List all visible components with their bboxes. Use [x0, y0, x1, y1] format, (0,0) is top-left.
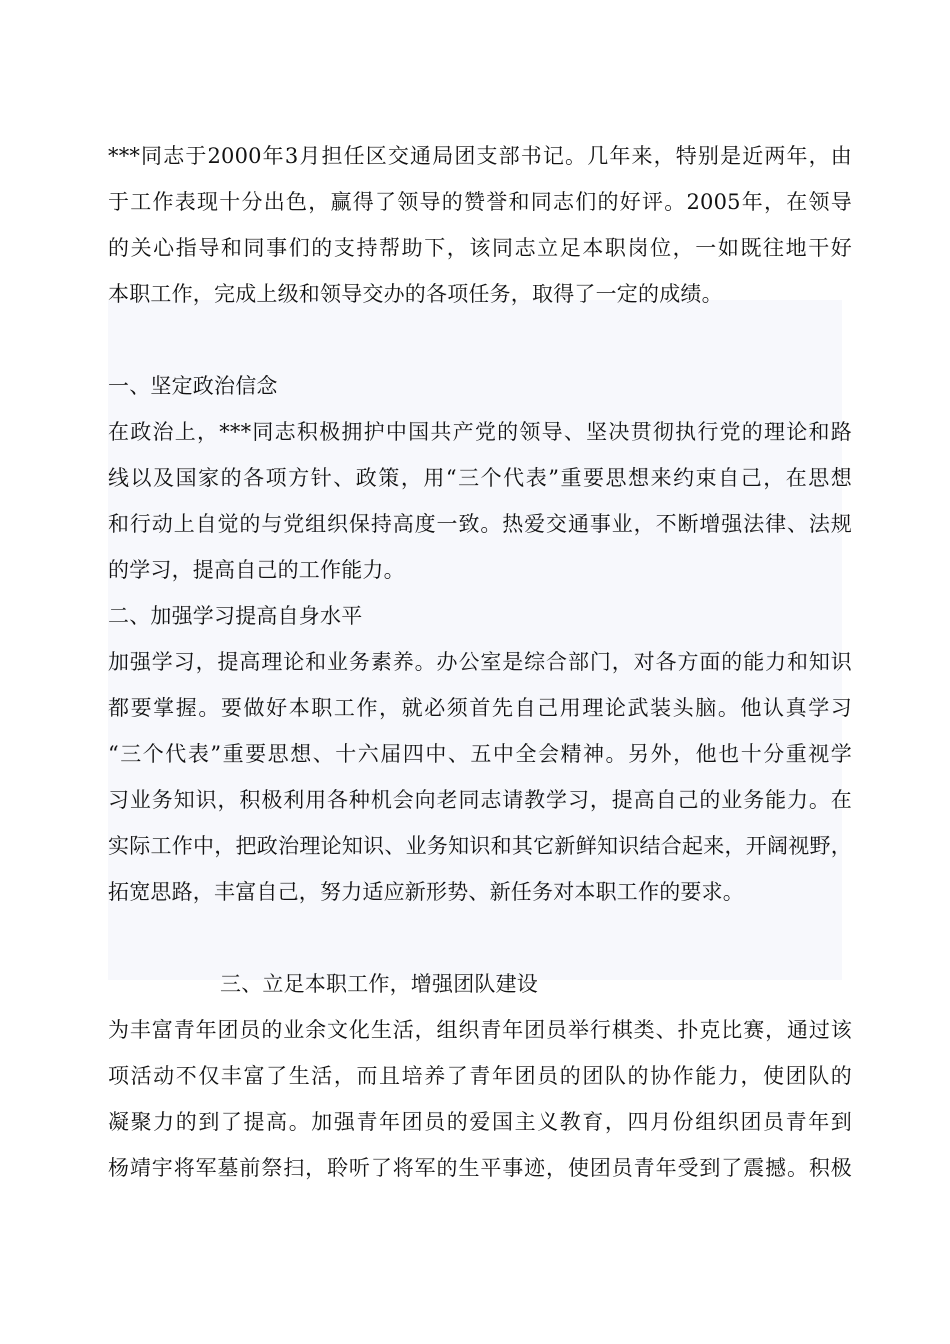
intro-line: 于工作表现十分出色，赢得了领导的赞誉和同志们的好评。2005年，在领导	[108, 190, 852, 214]
paragraph-line: 为丰富青年团员的业余文化生活，组织青年团员举行棋类、扑克比赛，通过该	[108, 1018, 852, 1042]
intro-line: 的关心指导和同事们的支持帮助下，该同志立足本职岗位，一如既往地干好	[108, 236, 852, 260]
paragraph-line: 拓宽思路，丰富自己，努力适应新形势、新任务对本职工作的要求。	[108, 880, 744, 904]
section-heading: 二、加强学习提高自身水平	[108, 604, 363, 628]
paragraph-line: 杨靖宇将军墓前祭扫，聆听了将军的生平事迹，使团员青年受到了震撼。积极	[108, 1156, 852, 1180]
paragraph-line: 和行动上自觉的与党组织保持高度一致。热爱交通事业，不断增强法律、法规	[108, 512, 852, 536]
paragraph-spacer	[108, 915, 852, 961]
paragraph-line: 的学习，提高自己的工作能力。	[108, 558, 405, 582]
paragraph-line: 项活动不仅丰富了生活，而且培养了青年团员的团队的协作能力，使团队的	[108, 1064, 852, 1088]
paragraph-spacer	[108, 317, 852, 363]
paragraph-line: 实际工作中，把政治理论知识、业务知识和其它新鲜知识结合起来，开阔视野，	[108, 834, 852, 858]
intro-line: 本职工作，完成上级和领导交办的各项任务，取得了一定的成绩。	[108, 282, 723, 306]
intro-line: ***同志于2000年3月担任区交通局团支部书记。几年来，特别是近两年，由	[108, 144, 852, 168]
paragraph-line: 都要掌握。要做好本职工作，就必须首先自己用理论武装头脑。他认真学习	[108, 696, 852, 720]
paragraph-line: “三个代表”重要思想、十六届四中、五中全会精神。另外，他也十分重视学	[108, 742, 852, 766]
section-heading: 三、立足本职工作，增强团队建设	[220, 972, 538, 996]
paragraph-line: 凝聚力的到了提高。加强青年团员的爱国主义教育，四月份组织团员青年到	[108, 1110, 852, 1134]
paragraph-line: 线以及国家的各项方针、政策，用“三个代表”重要思想来约束自己，在思想	[108, 466, 852, 490]
paragraph-line: 在政治上，***同志积极拥护中国共产党的领导、坚决贯彻执行党的理论和路	[108, 420, 852, 444]
paragraph-line: 加强学习，提高理论和业务素养。办公室是综合部门，对各方面的能力和知识	[108, 650, 852, 674]
paragraph-line: 习业务知识，积极利用各种机会向老同志请教学习，提高自己的业务能力。在	[108, 788, 852, 812]
section-heading: 一、坚定政治信念	[108, 374, 278, 398]
document-body	[108, 133, 852, 1191]
